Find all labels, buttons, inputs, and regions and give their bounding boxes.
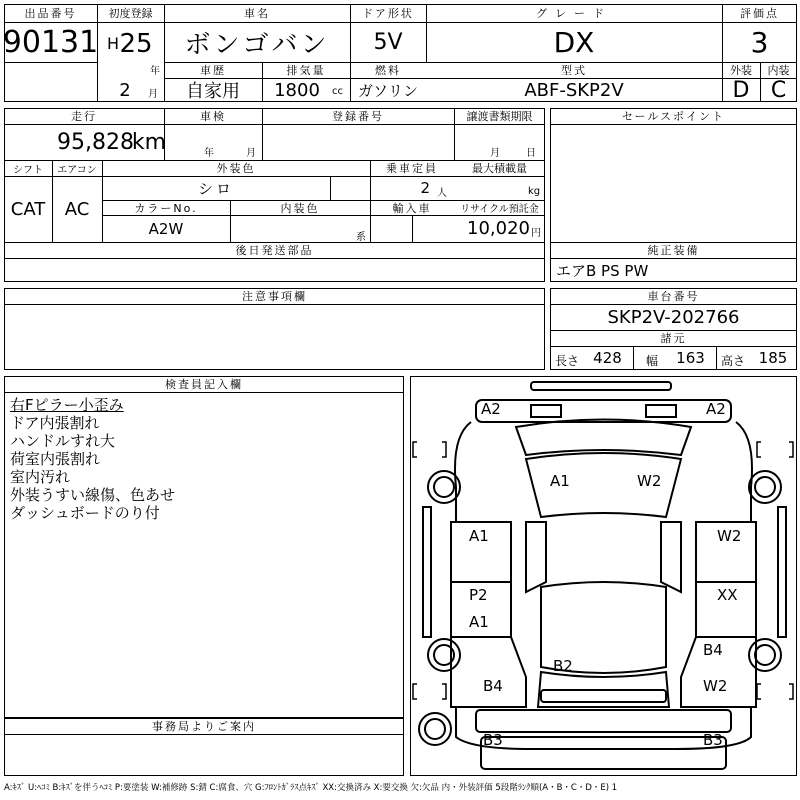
height-label: 高さ bbox=[721, 354, 746, 368]
load-label: 最大積載量 bbox=[472, 162, 527, 175]
model-name: ボンゴバン bbox=[184, 29, 330, 60]
score-value: 3 bbox=[750, 25, 769, 59]
type-value: ABF-SKP2V bbox=[524, 79, 624, 101]
reg-year: 25 bbox=[119, 29, 153, 59]
ac-value: AC bbox=[64, 198, 90, 220]
recycle-unit: 円 bbox=[531, 228, 541, 239]
transfer-day-unit: 日 bbox=[526, 148, 536, 159]
damage-mark: B4 bbox=[483, 677, 503, 695]
damage-mark: B3 bbox=[483, 731, 503, 749]
door-label: ドア形状 bbox=[362, 7, 414, 20]
mileage-value: 95,828 bbox=[57, 129, 134, 155]
transfer-label: 譲渡書類期限 bbox=[466, 110, 533, 123]
wheel-fr bbox=[749, 471, 781, 503]
color-no-label: カラーNo. bbox=[134, 201, 198, 215]
equip-label: 純正装備 bbox=[647, 244, 700, 257]
ac-label: エアコン bbox=[57, 164, 97, 176]
score-label: 評価点 bbox=[740, 7, 779, 20]
damage-mark: A1 bbox=[550, 472, 570, 490]
damage-mark: B2 bbox=[553, 657, 573, 675]
bracket-icon bbox=[789, 442, 793, 457]
seats-unit: 人 bbox=[437, 188, 447, 199]
insp-year-unit: 年 bbox=[204, 148, 214, 159]
front-bumper-top bbox=[531, 382, 671, 390]
inspector-note: 右Fピラー小歪み bbox=[10, 396, 124, 414]
damage-mark: W2 bbox=[637, 472, 662, 490]
inspection-label: 車検 bbox=[200, 110, 226, 123]
bracket-icon bbox=[789, 684, 793, 699]
lot-label: 出品番号 bbox=[24, 7, 77, 20]
inspector-notes bbox=[10, 396, 400, 522]
damage-mark: A2 bbox=[706, 400, 726, 418]
int-label: 内装 bbox=[767, 64, 790, 77]
later-parts-label: 後日発送部品 bbox=[235, 244, 314, 257]
fuel-value: ガソリン bbox=[357, 81, 418, 100]
color-label: 外装色 bbox=[216, 162, 256, 175]
shift-label: シフト bbox=[13, 164, 43, 176]
bracket-icon bbox=[442, 684, 446, 699]
shift-value: CAT bbox=[10, 198, 46, 220]
insp-month-unit: 月 bbox=[246, 148, 256, 159]
length-label: 長さ bbox=[555, 354, 580, 368]
bracket-icon bbox=[413, 442, 417, 457]
rear-bumper bbox=[541, 690, 666, 702]
damage-diagram bbox=[410, 376, 797, 776]
bracket-icon bbox=[757, 442, 761, 457]
pillar-left bbox=[526, 522, 546, 592]
reg-month: 2 bbox=[119, 79, 131, 101]
era-mark: H bbox=[106, 33, 120, 53]
inspector-note: ハンドルすれ大 bbox=[10, 432, 116, 450]
transfer-month-unit: 月 bbox=[490, 148, 500, 159]
seats-label: 乗車定員 bbox=[386, 162, 438, 175]
history-label: 車歴 bbox=[200, 64, 226, 77]
notes-label: 注意事項欄 bbox=[242, 290, 307, 303]
door-value: 5V bbox=[373, 29, 403, 55]
sales-point-label: セールスポイント bbox=[621, 110, 725, 123]
damage-mark: XX bbox=[717, 586, 738, 604]
load-unit: kg bbox=[528, 186, 541, 197]
front-light-right bbox=[646, 405, 676, 417]
bracket-icon bbox=[442, 442, 446, 457]
front-light-left bbox=[531, 405, 561, 417]
side-strip-left bbox=[423, 507, 431, 637]
mileage-label: 走行 bbox=[71, 110, 97, 123]
inspector-note: ダッシュボードのり付 bbox=[10, 504, 160, 522]
recycle-label: リサイクル預託金 bbox=[460, 204, 539, 215]
rear-bumper-lower bbox=[481, 737, 726, 769]
int-color-unit: 系 bbox=[356, 232, 366, 243]
mileage-unit: km bbox=[131, 129, 167, 155]
length-value: 428 bbox=[593, 349, 622, 367]
ext-grade: D bbox=[732, 77, 750, 103]
damage-mark: W2 bbox=[717, 527, 742, 545]
seats-value: 2 bbox=[420, 179, 430, 197]
chassis-value: SKP2V-202766 bbox=[607, 306, 740, 328]
pillar-right bbox=[661, 522, 681, 592]
history-value: 自家用 bbox=[186, 81, 240, 102]
model-label: 車名 bbox=[244, 7, 270, 20]
height-value: 185 bbox=[758, 349, 788, 367]
import-label: 輸入車 bbox=[392, 201, 432, 215]
rear-quarter-left bbox=[451, 637, 526, 707]
ext-label: 外装 bbox=[730, 64, 752, 77]
inspector-note: 室内汚れ bbox=[10, 468, 71, 486]
displacement-unit: cc bbox=[332, 86, 343, 97]
windshield bbox=[516, 420, 691, 456]
type-label: 型式 bbox=[561, 64, 587, 77]
int-color-label: 内装色 bbox=[280, 201, 320, 215]
inspector-label: 検査員記入欄 bbox=[165, 378, 243, 391]
displacement-value: 1800 bbox=[274, 79, 320, 101]
side-strip-right bbox=[778, 507, 786, 637]
damage-mark: A1 bbox=[469, 527, 489, 545]
inspector-note: ドア内張割れ bbox=[10, 414, 100, 432]
width-label: 幅 bbox=[646, 354, 659, 368]
wheel-rl bbox=[428, 639, 460, 671]
damage-mark: W2 bbox=[703, 677, 728, 695]
reg-no-label: 登録番号 bbox=[332, 110, 384, 123]
damage-mark: A1 bbox=[469, 613, 489, 631]
bracket-icon bbox=[413, 684, 417, 699]
width-value: 163 bbox=[676, 349, 705, 367]
grade-label: グレード bbox=[536, 7, 612, 20]
body-outline bbox=[451, 422, 756, 749]
dims-label: 諸元 bbox=[660, 332, 687, 345]
wheel-rr bbox=[749, 639, 781, 671]
bracket-icon bbox=[757, 684, 761, 699]
color-value: シロ bbox=[197, 179, 234, 198]
legend: A:ｷｽﾞ U:ﾍｺﾐ B:ｷｽﾞを伴うﾍｺﾐ P:要塗装 W:補修跡 S:錆 C:腐食、穴 G:ﾌﾛﾝﾄｶﾞﾗｽ点ｷｽﾞ XX:交換済み X:要交換 欠:欠品 内・外装評価 5段階ﾗﾝｸ順(A・B・C・D・E) 1 bbox=[4, 783, 618, 793]
office-label: 事務局よりご案内 bbox=[152, 720, 256, 733]
int-grade: C bbox=[770, 77, 787, 103]
damage-mark: P2 bbox=[469, 586, 488, 604]
chassis-label: 車台番号 bbox=[647, 290, 700, 303]
inspector-note: 荷室内張割れ bbox=[10, 450, 101, 468]
inspector-note: 外装うすい線傷、色あせ bbox=[10, 486, 176, 504]
rear-panel bbox=[476, 710, 731, 732]
damage-mark: B4 bbox=[703, 641, 723, 659]
car-outline-diagram bbox=[411, 377, 798, 777]
color-no-value: A2W bbox=[148, 219, 184, 238]
year-unit: 年 bbox=[150, 66, 160, 77]
first-reg-label: 初度登録 bbox=[108, 7, 153, 20]
damage-mark: B3 bbox=[703, 731, 723, 749]
lot-number: 90131 bbox=[2, 24, 99, 60]
displacement-label: 排気量 bbox=[286, 64, 326, 77]
recycle-value: 10,020 bbox=[467, 218, 530, 239]
spare-wheel bbox=[419, 713, 451, 745]
equip-value: エアB PS PW bbox=[556, 261, 649, 280]
grade-value: DX bbox=[553, 25, 595, 59]
month-unit: 月 bbox=[148, 89, 158, 100]
fuel-label: 燃料 bbox=[375, 64, 401, 77]
damage-mark: A2 bbox=[481, 400, 501, 418]
